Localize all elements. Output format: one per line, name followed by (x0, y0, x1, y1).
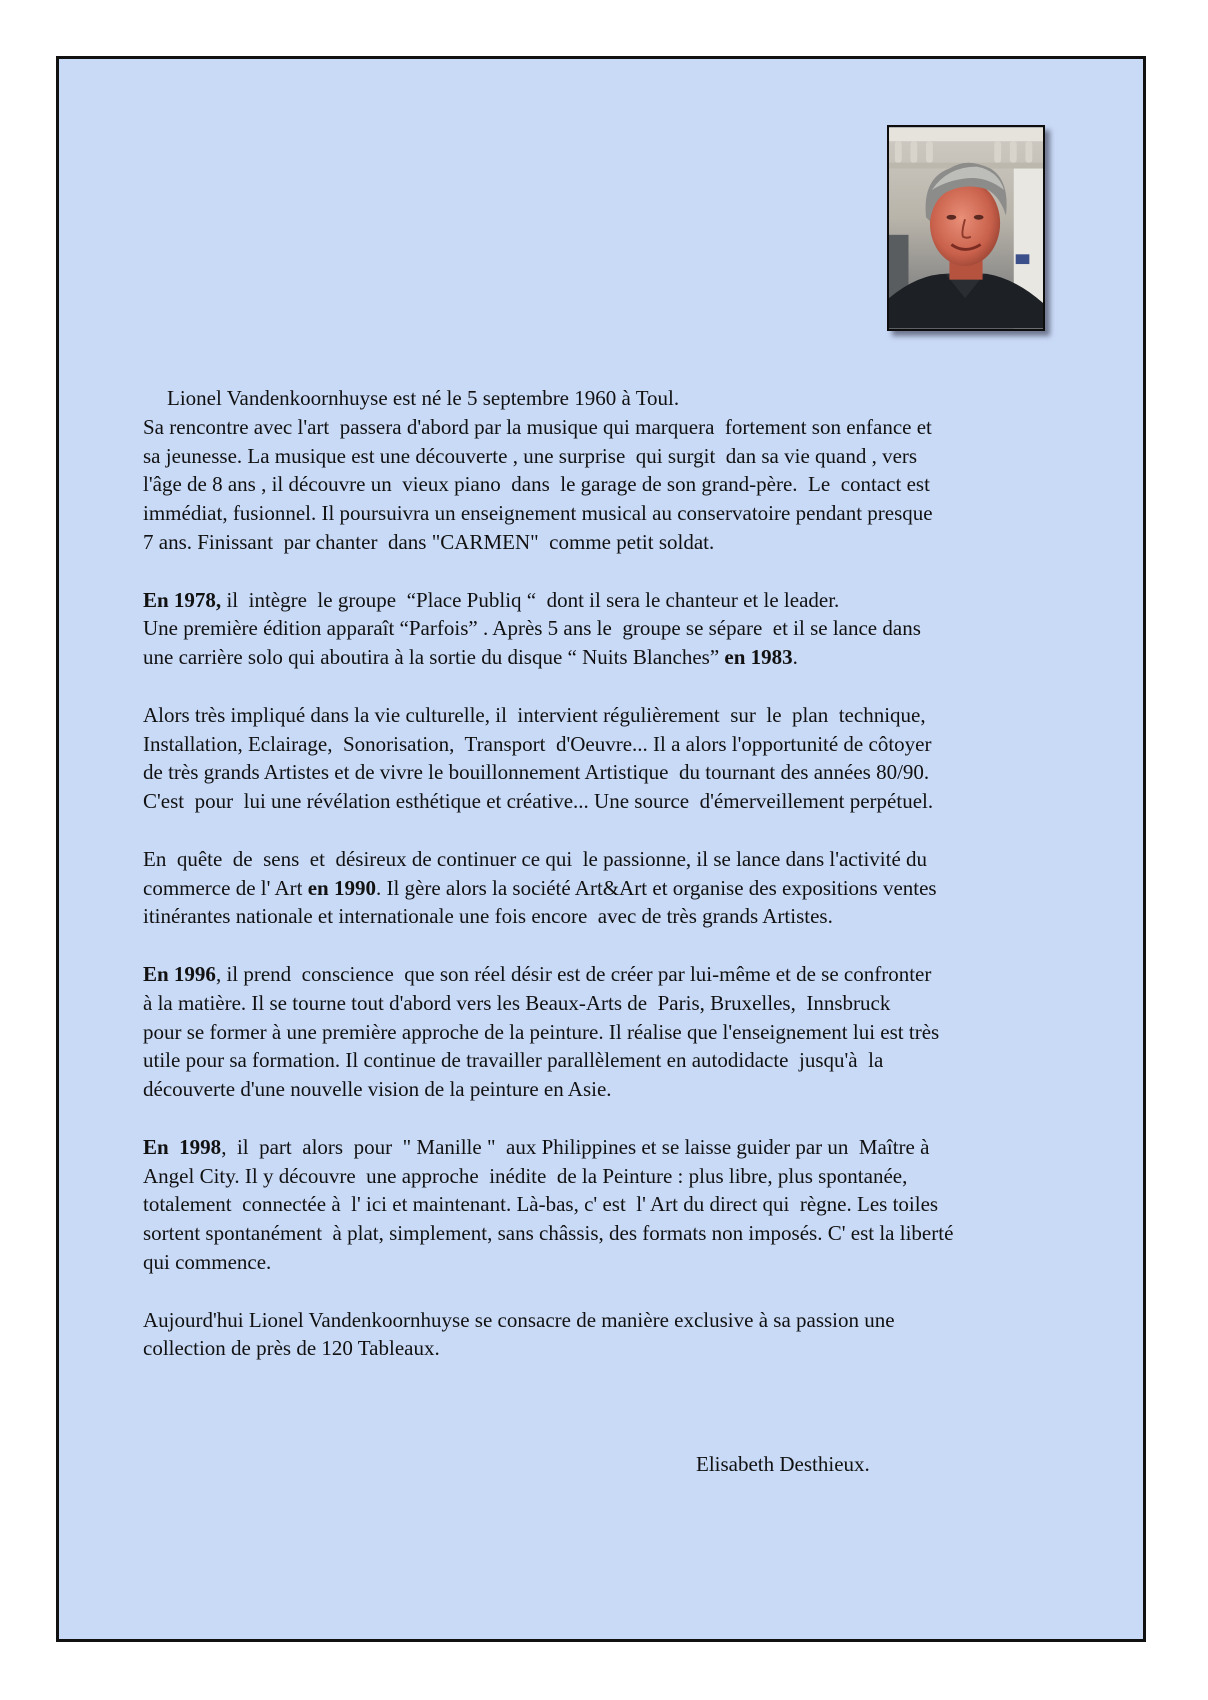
paragraph (143, 384, 1083, 557)
text-line (143, 442, 1083, 471)
paragraph (143, 1133, 1083, 1277)
paragraph (143, 845, 1083, 931)
text-run: Une première édition apparaît “Parfois” . Après 5 ans le groupe se sépare et il se lance dans (143, 616, 921, 641)
text-line (143, 1075, 1083, 1104)
text-line (143, 1133, 1083, 1162)
text-line (143, 1190, 1083, 1219)
text-line (143, 902, 1083, 931)
text-line (143, 989, 1083, 1018)
text-run: commerce de l' Art (143, 875, 308, 900)
signature: Elisabeth Desthieux. (696, 1452, 870, 1476)
text-run: totalement connectée à l' ici et maintenant. Là-bas, c' est l' Art du direct qui règne. Les toiles (143, 1192, 939, 1217)
text-line (143, 1219, 1083, 1248)
text-run: l'âge de 8 ans , il découvre un vieux piano dans le garage de son grand-père. Le contact est (143, 472, 930, 497)
text-line (143, 758, 1083, 787)
bold-date: en 1983 (724, 645, 793, 670)
text-line (143, 1248, 1083, 1277)
text-line (143, 1018, 1083, 1047)
paragraph (143, 701, 1083, 816)
bold-date: En 1996 (143, 961, 216, 986)
text-run: collection de près de 120 Tableaux. (143, 1336, 440, 1361)
text-run: 7 ans. Finissant par chanter dans "CARMEN" comme petit soldat. (143, 529, 715, 554)
text-run: Lionel Vandenkoornhuyse est né le 5 septembre 1960 à Toul. (167, 386, 680, 410)
text-run: immédiat, fusionnel. Il poursuivra un enseignement musical au conservatoire pendant presque (143, 501, 933, 526)
paragraph (143, 960, 1083, 1104)
text-line (143, 499, 1083, 528)
text-line (143, 787, 1083, 816)
text-run: pour se former à une première approche de la peinture. Il réalise que l'enseignement lui est très (143, 1019, 940, 1044)
text-run: sortent spontanément à plat, simplement, sans châssis, des formats non imposés. C' est la liberté (143, 1221, 954, 1246)
text-line (143, 470, 1083, 499)
text-run: une carrière solo qui aboutira à la sortie du disque “ Nuits Blanches” (143, 645, 725, 670)
bold-date: en 1990 (307, 875, 376, 900)
text-run: . (792, 645, 798, 670)
text-line (143, 528, 1083, 557)
text-run: utile pour sa formation. Il continue de travailler parallèlement en autodidacte jusqu'à la (143, 1048, 884, 1073)
text-run: Alors très impliqué dans la vie culturelle, il intervient régulièrement sur le plan technique, (143, 702, 926, 727)
text-line (143, 586, 1083, 615)
portrait-image (889, 127, 1043, 329)
text-line (143, 1046, 1083, 1075)
text-run: itinérantes nationale et internationale une fois encore avec de très grands Artistes. (143, 904, 833, 929)
text-line (143, 1334, 1083, 1363)
text-line (143, 614, 1083, 643)
text-run: découverte d'une nouvelle vision de la peinture en Asie. (143, 1077, 612, 1102)
text-run: , il part alors pour " Manille " aux Philippines et se laisse guider par un Maître à (221, 1134, 930, 1159)
text-line (143, 1306, 1083, 1335)
text-run: qui commence. (143, 1249, 272, 1274)
text-run: il intègre le groupe “Place Publiq “ dont il sera le chanteur et le leader. (221, 587, 840, 612)
text-run: sa jeunesse. La musique est une découverte , une surprise qui surgit dan sa vie quand , vers (143, 443, 918, 468)
text-run: En quête de sens et désireux de continuer ce qui le passionne, il se lance dans l'activité du (143, 846, 928, 871)
text-run: de très grands Artistes et de vivre le bouillonnement Artistique du tournant des années 80/90. (143, 760, 930, 785)
text-line (143, 384, 1083, 413)
text-line (143, 960, 1083, 989)
text-run: Installation, Eclairage, Sonorisation, Transport d'Oeuvre... Il a alors l'opportunité de côtoyer (143, 731, 932, 756)
text-line (143, 845, 1083, 874)
text-run: à la matière. Il se tourne tout d'abord vers les Beaux-Arts de Paris, Bruxelles, Innsbruck (143, 990, 891, 1015)
text-line (143, 874, 1083, 903)
text-run: C'est pour lui une révélation esthétique et créative... Une source d'émerveillement perpétuel. (143, 789, 934, 814)
text-run: Angel City. Il y découvre une approche inédite de la Peinture : plus libre, plus spontanée, (143, 1163, 908, 1188)
text-line (143, 1162, 1083, 1191)
bold-date: En 1978, (143, 587, 222, 612)
text-run: Aujourd'hui Lionel Vandenkoornhuyse se consacre de manière exclusive à sa passion une (143, 1307, 895, 1332)
paragraph (143, 586, 1083, 672)
text-line (143, 413, 1083, 442)
biography-text (143, 384, 1083, 1392)
paragraph (143, 1306, 1083, 1364)
bold-date: En 1998 (143, 1134, 222, 1159)
text-run: Sa rencontre avec l'art passera d'abord par la musique qui marquera fortement son enfance et (143, 414, 932, 439)
portrait-photo (887, 125, 1045, 331)
text-line (143, 643, 1083, 672)
text-line (143, 701, 1083, 730)
text-line (143, 730, 1083, 759)
text-run: , il prend conscience que son réel désir est de créer par lui-même et de se confronter (215, 961, 932, 986)
text-run: . Il gère alors la société Art&Art et organise des expositions ventes (375, 875, 937, 900)
